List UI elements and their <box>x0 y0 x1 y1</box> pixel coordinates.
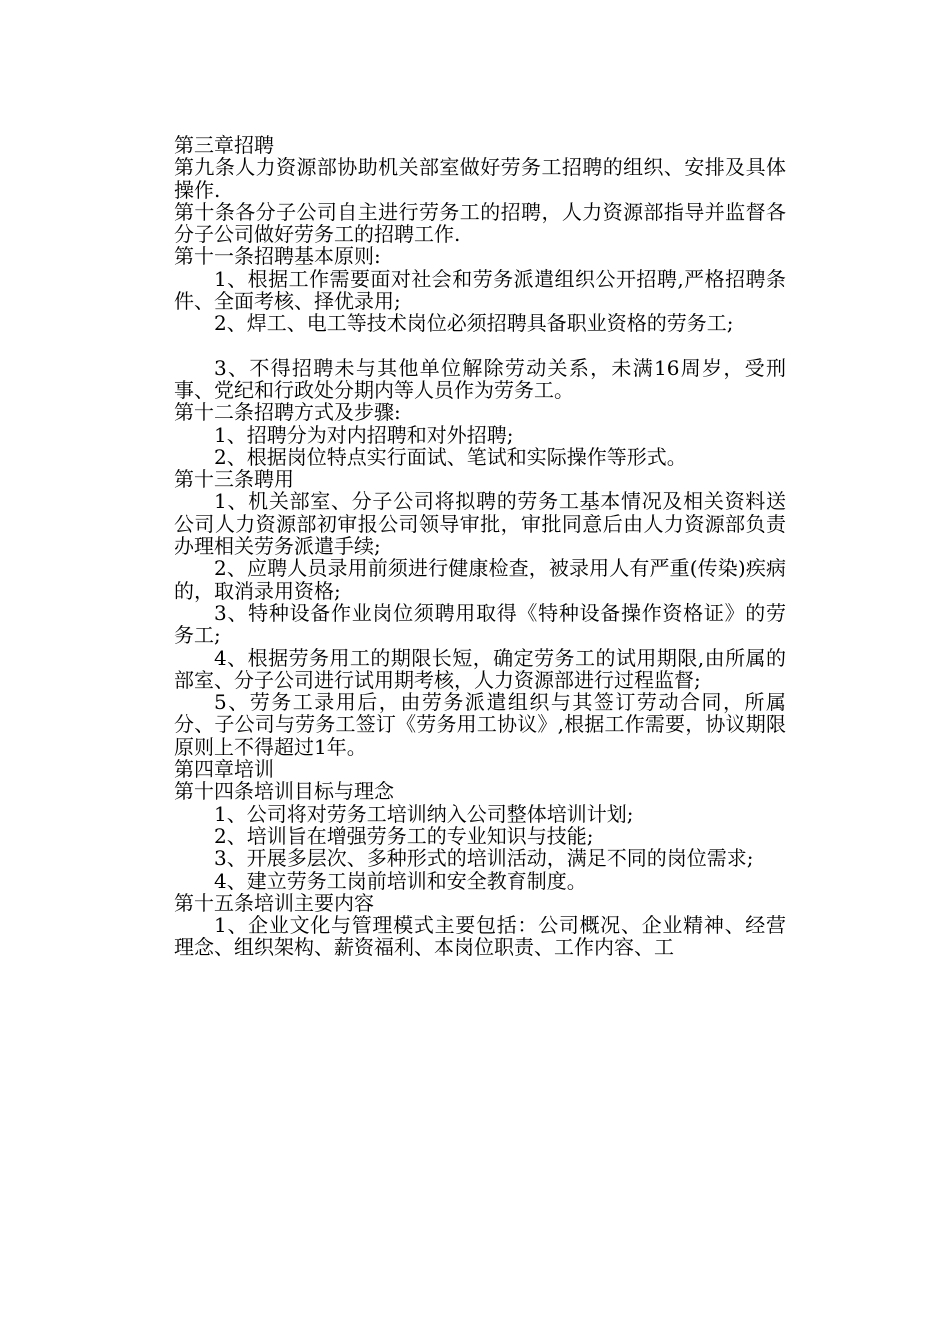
article-heading: 第十二条招聘方式及步骤: <box>174 400 401 425</box>
list-item: 1、机关部室、分子公司将拟聘的劳务工基本情况及相关资料送公司人力资源部初审报公司领导审批，审批同意后由人力资源部负责办理相关劳务派遣手续; <box>174 489 786 559</box>
list-item: 4、建立劳务工岗前培训和安全教育制度。 <box>214 868 587 893</box>
list-item: 2、培训旨在增强劳务工的专业知识与技能; <box>214 823 594 848</box>
list-item: 3、开展多层次、多种形式的培训活动，满足不同的岗位需求; <box>214 846 754 871</box>
article-heading: 第十四条培训目标与理念 <box>174 779 394 804</box>
chapter-heading: 第三章招聘 <box>174 133 274 157</box>
list-item: 5、劳务工录用后，由劳务派遣组织与其签订劳动合同，所属分、子公司与劳务工签订《劳务用工协议》,根据工作需要，协议期限原则上不得超过1年。 <box>174 690 786 759</box>
list-item: 4、根据劳务用工的期限长短，确定劳务工的试用期限,由所属的部室、分子公司进行试用期考核，人力资源部进行过程监督; <box>174 645 786 692</box>
article-heading: 第十一条招聘基本原则: <box>174 244 381 269</box>
article-heading: 第十三条聘用 <box>174 467 294 492</box>
blank-line <box>174 335 786 357</box>
article-heading: 第十五条培训主要内容 <box>174 890 374 915</box>
list-item: 2、焊工、电工等技术岗位必须招聘具备职业资格的劳务工; <box>214 311 734 336</box>
chapter-heading: 第四章培训 <box>174 757 274 782</box>
list-item: 1、企业文化与管理模式主要包括：公司概况、企业精神、经营理念、组织架构、薪资福利、本岗位职责、工作内容、工 <box>174 913 786 960</box>
list-item: 1、公司将对劳务工培训纳入公司整体培训计划; <box>214 801 634 826</box>
list-item: 2、应聘人员录用前须进行健康检查，被录用人有严重(传染)疾病的，取消录用资格; <box>174 556 786 603</box>
list-item: 3、不得招聘未与其他单位解除劳动关系，未满16周岁，受刑事、党纪和行政处分期内等人员作为劳务工。 <box>174 355 786 402</box>
article-paragraph: 第十条各分子公司自主进行劳务工的招聘，人力资源部指导并监督各分子公司做好劳务工的招聘工作. <box>174 199 786 247</box>
article-paragraph: 第九条人力资源部协助机关部室做好劳务工招聘的组织、安排及具体操作. <box>174 155 786 202</box>
list-item: 2、根据岗位特点实行面试、笔试和实际操作等形式。 <box>214 444 687 469</box>
list-item: 1、根据工作需要面对社会和劳务派遣组织公开招聘,严格招聘条件、全面考核、择优录用; <box>174 266 786 314</box>
document-page <box>174 134 786 959</box>
list-item: 3、特种设备作业岗位须聘用取得《特种设备操作资格证》的劳务工; <box>174 600 786 648</box>
list-item: 1、招聘分为对内招聘和对外招聘; <box>214 422 514 447</box>
